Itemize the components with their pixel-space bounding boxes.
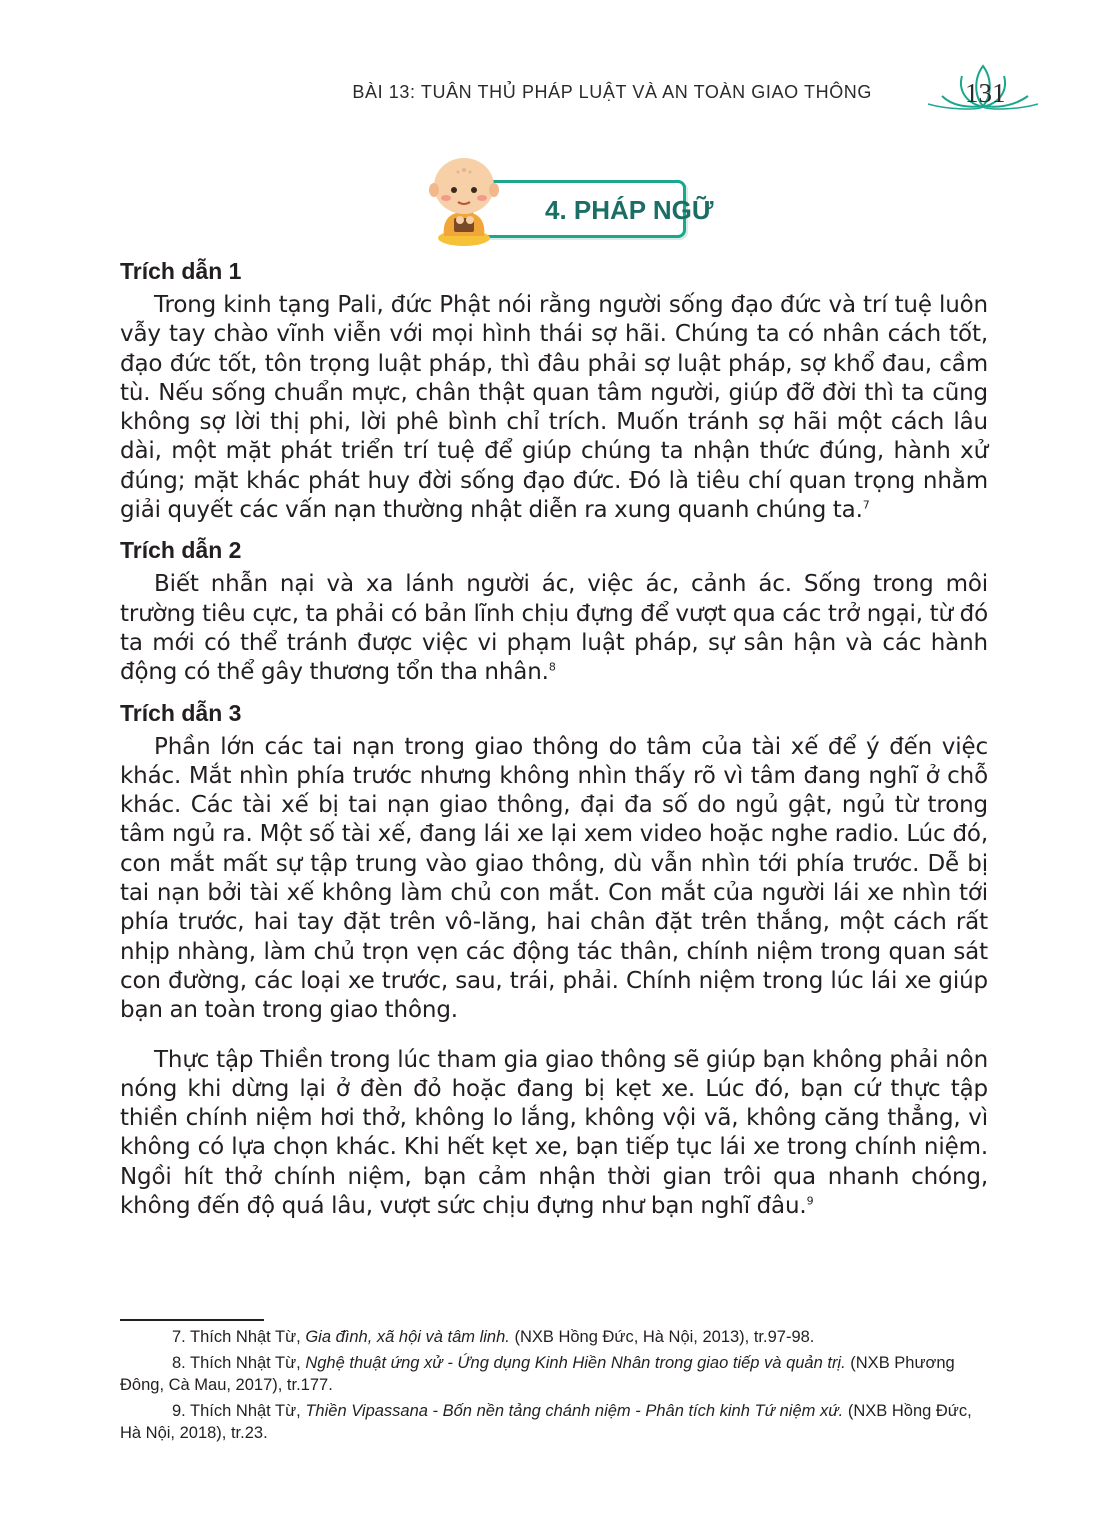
chapter-title: BÀI 13: TUÂN THỦ PHÁP LUẬT VÀ AN TOÀN GIAO THÔNG: [352, 82, 872, 102]
quote-heading: Trích dẫn 2: [120, 537, 242, 564]
main-content: [120, 258, 988, 1233]
page-header: [300, 60, 1040, 120]
page-number: 131: [965, 78, 1006, 108]
quote-paragraph: Thực tập Thiền trong lúc tham gia giao thông sẽ giúp bạn không phải nôn nóng khi dừng lại ở đèn đỏ hoặc đang bị kẹt xe. Lúc đó, bạn cứ thực tập thiền chính niệm hơi thở, không lo lắng, không vội vã, không căng thẳng, vì không có lựa chọn khác. Khi hết kẹt xe, bạn tiếp tục lái xe trong chính niệm. Ngồi hít thở chính niệm, bạn cảm nhận thời gian trôi qua nhanh chóng, không đến độ quá lâu, vượt sức chịu đựng như bạn nghĩ đâu.$^9$: [120, 1046, 988, 1220]
footnote: 8. Thích Nhật Từ, Nghệ thuật ứng xử - Ứng dụng Kinh Hiền Nhân trong giao tiếp và quản trị. (NXB Phương Đông, Cà Mau, 2017), tr.177.: [120, 1354, 955, 1394]
quote-heading: Trích dẫn 3: [120, 699, 242, 726]
footnote-divider: [120, 1319, 264, 1321]
section-badge: [420, 150, 714, 250]
footnote-ref: 9: [806, 1194, 814, 1208]
footnotes: [120, 1326, 988, 1448]
section-title: 4. PHÁP NGỮ: [545, 195, 714, 225]
quote-paragraph: Trong kinh tạng Pali, đức Phật nói rằng người sống đạo đức và trí tuệ luôn vẫy tay chào vĩnh viễn với mọi hình thái sợ hãi. Chúng ta có nhân cách tốt, đạo đức tốt, tôn trọng luật pháp, thì đâu phải sợ luật pháp, sợ khổ đau, cầm tù. Nếu sống chuẩn mực, chân thật quan tâm người, giúp đỡ đời thì ta cũng không sợ lời thị phi, lời phê bình chỉ trích. Muốn tránh sợ hãi một cách lâu dài, một mặt phát triển trí tuệ để giúp chúng ta nhận thức đúng, hành xử đúng; mặt khác phát huy đời sống đạo đức. Đó là tiêu chí quan trọng nhằm giải quyết các vấn nạn thường nhật diễn ra xung quanh chúng ta.$^7$: [120, 292, 988, 524]
monk-mascot-icon: [420, 150, 520, 250]
footnote: 7. Thích Nhật Từ, Gia đình, xã hội và tâm linh. (NXB Hồng Đức, Hà Nội, 2013), tr.97-98.: [172, 1328, 815, 1346]
quote-paragraph: Biết nhẫn nại và xa lánh người ác, việc ác, cảnh ác. Sống trong môi trường tiêu cực, ta phải có bản lĩnh chịu đựng để vượt qua các trở ngại, từ đó ta mới có thể tránh được việc vi phạm luật pháp, sự sân hận và các hành động có thể gây thương tổn tha nhân.$^8$: [120, 571, 988, 686]
quote-heading: Trích dẫn 1: [120, 258, 242, 284]
footnote-ref: 8: [548, 660, 556, 674]
quote-paragraph: Phần lớn các tai nạn trong giao thông do tâm của tài xế để ý đến việc khác. Mắt nhìn phía trước nhưng không nhìn thấy rõ vì tâm đang nghĩ ở chỗ khác. Các tài xế bị tai nạn giao thông, đại đa số do ngủ gật, ngủ từ trong tâm ngủ ra. Một số tài xế, đang lái xe lại xem video hoặc nghe radio. Lúc đó, con mắt mất sự tập trung vào giao thông, dù vẫn nhìn tới phía trước. Dễ bị tai nạn bởi tài xế không làm chủ con mắt. Con mắt của người lái xe nhìn tới phía trước, hai tay đặt trên vô-lăng, hai chân đặt trên thắng, một cách rất nhịp nhàng, làm chủ trọn vẹn các động tác thân, chính niệm trong quan sát con đường, các loại xe trước, sau, trái, phải. Chính niệm trong lúc lái xe giúp bạn an toàn trong giao thông.: [120, 733, 988, 1024]
footnote-ref: 7: [862, 498, 870, 512]
footnote: 9. Thích Nhật Từ, Thiền Vipassana - Bốn nền tảng chánh niệm - Phân tích kinh Tứ niệm xứ. (NXB Hồng Đức, Hà Nội, 2018), tr.23.: [120, 1402, 972, 1442]
